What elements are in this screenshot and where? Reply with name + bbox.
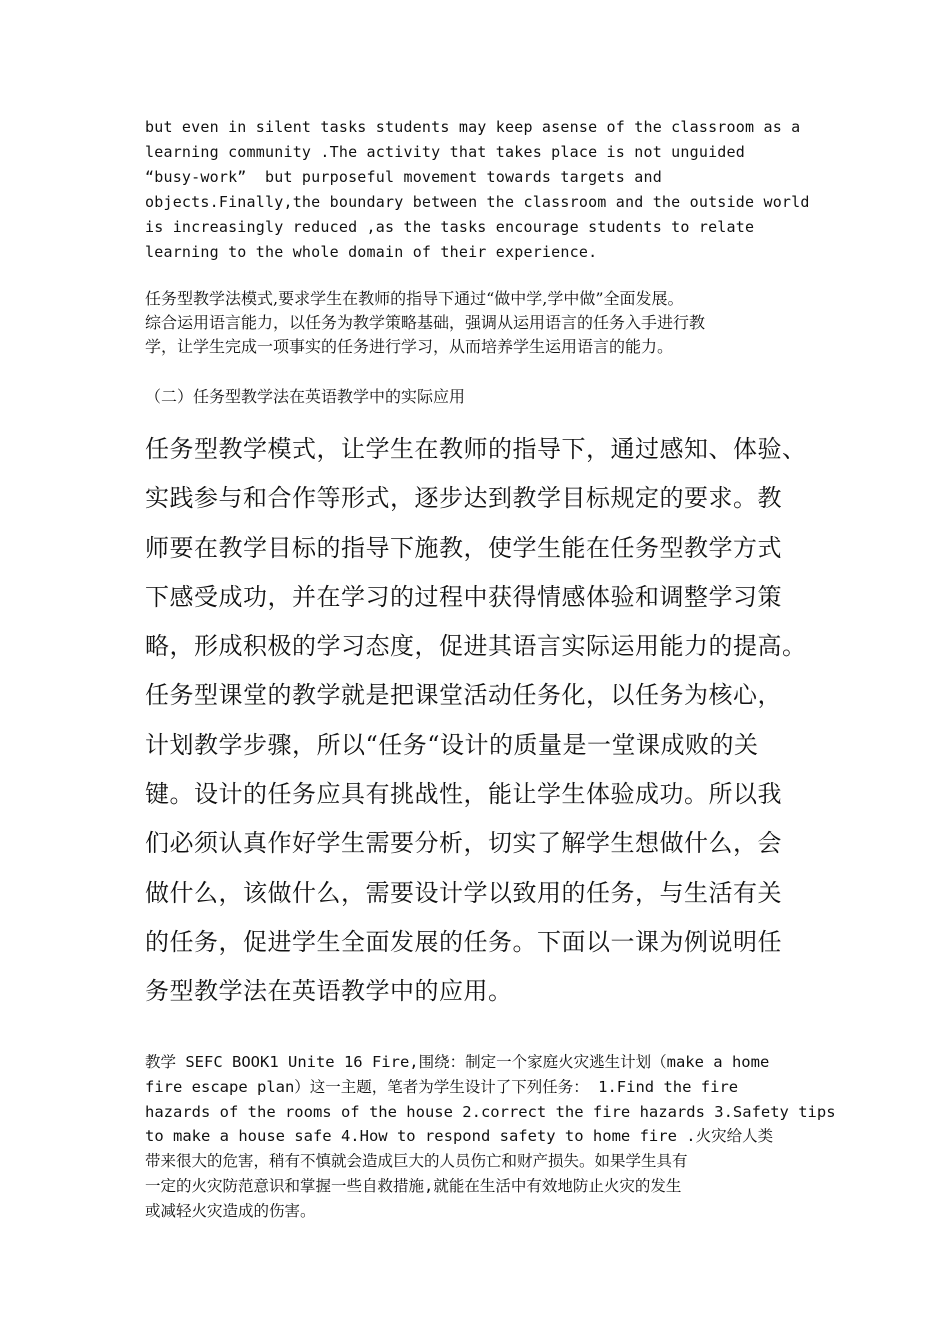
body-line: 键。设计的任务应具有挑战性，能让学生体验成功。所以我 [145,780,782,809]
body-line: 的任务，促进学生全面发展的任务。下面以一课为例说明任 [145,927,782,956]
body-line: 任务型课堂的教学就是把课堂活动任务化，以任务为核心， [145,681,782,710]
body-line: 下感受成功，并在学习的过程中获得情感体验和调整学习策 [145,582,782,611]
example-line: fire escape plan）这一主题，笔者为学生设计了下列任务： 1.Find the fire [145,1077,739,1096]
example-line: 或减轻火灾造成的伤害。 [145,1201,316,1220]
body-line: 务型教学法在英语教学中的应用。 [145,977,513,1006]
english-line: learning to the whole domain of their experience. [145,243,598,261]
english-line: is increasingly reduced ,as the tasks encourage students to relate [145,218,755,236]
summary-line: 学，让学生完成一项事实的任务进行学习，从而培养学生运用语言的能力。 [145,337,674,356]
summary-line: 任务型教学法模式,要求学生在教师的指导下通过“做中学,学中做”全面发展。 [145,289,684,308]
english-line: “busy-work” but purposeful movement towards targets and [145,168,662,186]
body-line: 实践参与和合作等形式，逐步达到教学目标规定的要求。教 [145,484,782,513]
english-line: objects.Finally,the boundary between the classroom and the outside world [145,193,810,211]
english-line: learning community .The activity that takes place is not unguided [145,143,745,161]
example-line: 带来很大的危害，稍有不慎就会造成巨大的人员伤亡和财产损失。如果学生具有 [145,1152,688,1171]
example-paragraph [145,1050,836,1224]
body-line: 们必须认真作好学生需要分析，切实了解学生想做什么，会 [145,829,782,858]
example-line: hazards of the rooms of the house 2.correct the fire hazards 3.Safety tips [145,1102,836,1121]
example-line: to make a house safe 4.How to respond safety to home fire .火灾给人类 [145,1127,774,1146]
body-line: 师要在教学目标的指导下施教，使学生能在任务型教学方式 [145,533,782,562]
main-body-paragraph [145,425,810,1017]
body-line: 做什么，该做什么，需要设计学以致用的任务，与生活有关 [145,878,782,907]
english-quote-paragraph [145,115,810,265]
body-line: 任务型教学模式，让学生在教师的指导下，通过感知、体验、 [145,435,807,463]
body-line: 计划教学步骤，所以“任务“设计的质量是一堂课成败的关 [145,730,759,759]
summary-line: 综合运用语言能力，以任务为教学策略基础，强调从运用语言的任务入手进行教 [145,313,706,332]
body-line: 略，形成积极的学习态度，促进其语言实际运用能力的提高。 [145,632,807,661]
example-line: 教学 SEFC BOOK1 Unite 16 Fire,围绕：制定一个家庭火灾逃生计划（make a home [145,1053,770,1071]
summary-paragraph [145,287,810,359]
section-heading: （二）任务型教学法在英语教学中的实际应用 [145,387,466,406]
english-line: but even in silent tasks students may keep asense of the classroom as a [145,118,801,136]
example-line: 一定的火灾防范意识和掌握一些自救措施,就能在生活中有效地防止火灾的发生 [145,1176,682,1195]
